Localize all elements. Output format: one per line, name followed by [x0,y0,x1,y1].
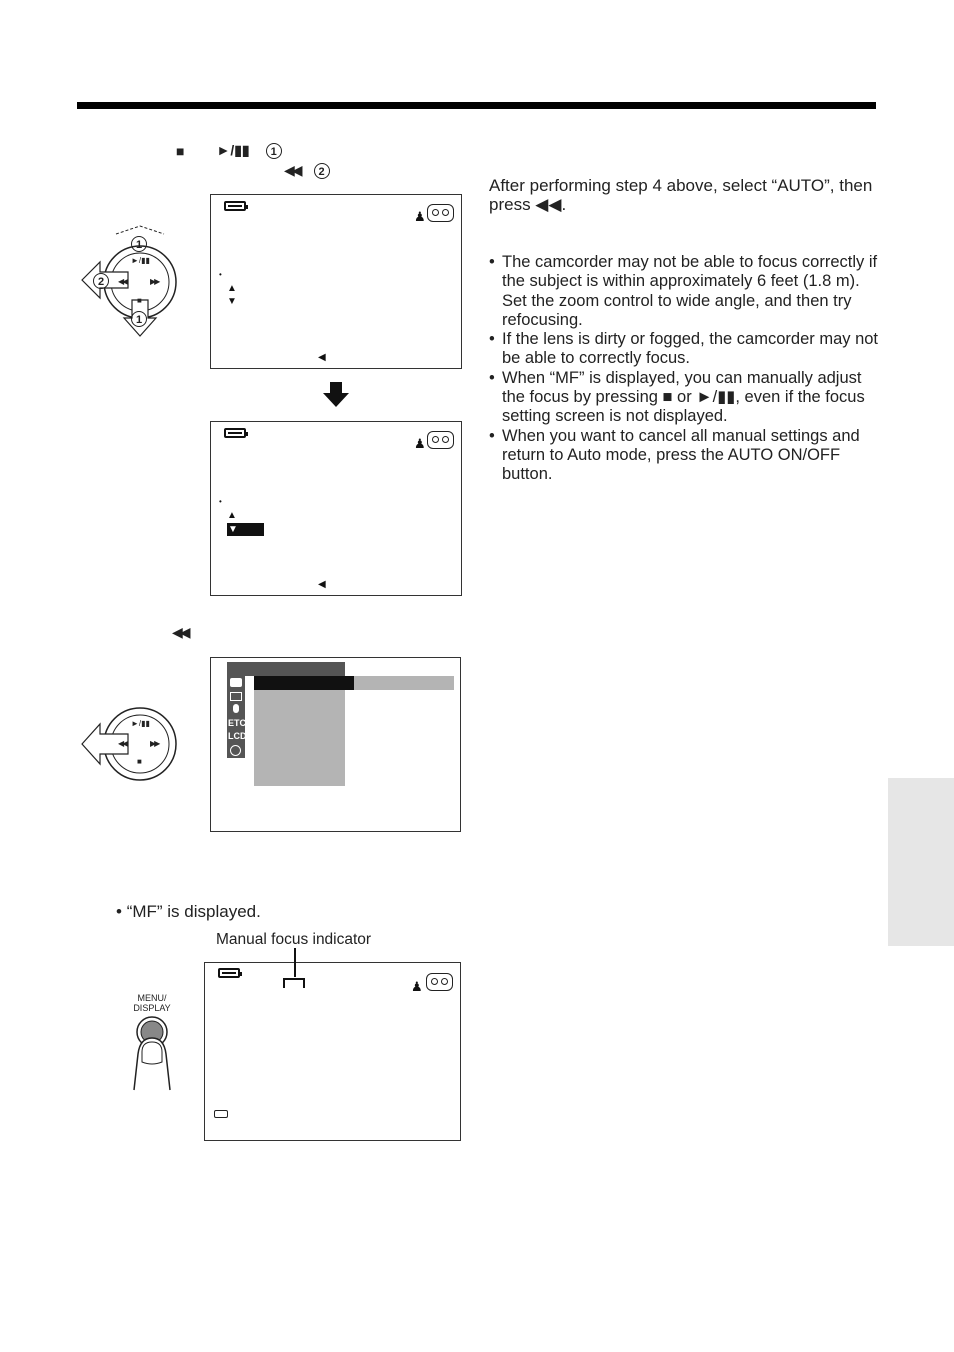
etc-icon: ETC [228,718,246,728]
tape-icon [427,204,454,222]
note-item: • The camcorder may not be able to focus correctly if the subject is within approximately 6 feet (1.8 m). Set the zoom control to wide angle, and then try refocusing. [489,253,879,330]
callout-label: Manual focus indicator [216,931,372,948]
note-item: • If the lens is dirty or fogged, the camcorder may not be able to correctly focus. [489,330,879,369]
person-focus-icon: ♟ [414,209,426,224]
clock-icon [230,745,241,756]
notes-list [489,253,879,485]
dial1-play-label: ►/▮▮ [131,256,150,265]
lcd-screen-focus-1 [210,194,462,369]
dial1-ff-label: ▶▶ [150,277,159,286]
menu-submenu-row [354,676,454,690]
menu-selected-row [254,676,354,690]
camera-icon [230,678,242,687]
stop-symbol: ■ [176,142,185,159]
bullet-glyph: • [116,902,127,921]
step1-controls-line2 [284,162,330,179]
control-dial-illustration-2 [80,702,180,786]
step2-rewind-symbol: ◀◀ [172,624,188,640]
microphone-icon [233,704,239,713]
return-arrow-icon: ◀ [318,579,326,590]
person-focus-icon: ♟ [414,436,426,451]
person-focus-icon: ♟ [411,979,423,994]
down-arrow-icon: ▼ [227,296,237,307]
battery-icon [224,428,246,438]
note-item: • When “MF” is displayed, you can manually adjust the focus by pressing ■ or ►/▮▮, even if the focus setting screen is not displayed. [489,369,879,427]
selection-dot: • [219,270,222,279]
picture-icon [230,692,242,701]
dial2-rew-label: ◀◀ [118,739,127,748]
dial1-num2-left: 2 [93,273,109,289]
step-number-2: 2 [314,163,330,179]
rewind-symbol: ◀◀ [284,162,300,178]
dial2-play-label: ►/▮▮ [131,719,150,728]
selection-dot: • [219,497,222,506]
lcd-screen-recording [204,962,461,1141]
cassette-icon [214,1110,228,1118]
up-arrow-icon: ▲ [227,510,237,521]
menu-display-label: MENU/ DISPLAY [133,993,171,1013]
menu-list-panel [254,676,345,786]
mf-displayed-note [116,902,261,921]
dial1-num1-bottom: 1 [131,311,147,327]
dial2-ff-label: ▶▶ [150,739,159,748]
mf-note-text: “MF” is displayed. [126,902,261,921]
down-arrow-icon [322,382,350,408]
menu-title-bar [227,662,345,676]
finger-press-illustration [126,1016,180,1096]
return-arrow-icon: ◀ [318,352,326,363]
tape-icon [426,973,453,991]
lcd-screen-focus-2 [210,421,462,596]
callout-leader-line [294,948,296,977]
manual-focus-indicator-bracket [283,978,305,988]
play-pause-symbol: ►/▮▮ [216,142,250,158]
header-rule [77,102,876,109]
dial1-rew-label: ◀◀ [118,277,127,286]
dial1-num1-top: 1 [131,236,147,252]
down-arrow-icon-selected: ▼ [228,524,238,535]
step-number-1: 1 [266,143,282,159]
battery-icon [224,201,246,211]
lcd-screen-menu [210,657,461,832]
up-arrow-icon: ▲ [227,283,237,294]
note-item: • When you want to cancel all manual settings and return to Auto mode, press the AUTO ON/OFF button. [489,427,879,485]
section-tab [888,778,954,946]
lcd-icon: LCD [228,731,247,741]
step1-controls-line [176,142,282,159]
dial1-stop-label: ■ [137,296,142,305]
auto-instruction: After performing step 4 above, select “AUTO”, then press ◀◀. [489,176,873,214]
dial2-stop-label: ■ [137,757,142,766]
tape-icon [427,431,454,449]
battery-icon [218,968,240,978]
